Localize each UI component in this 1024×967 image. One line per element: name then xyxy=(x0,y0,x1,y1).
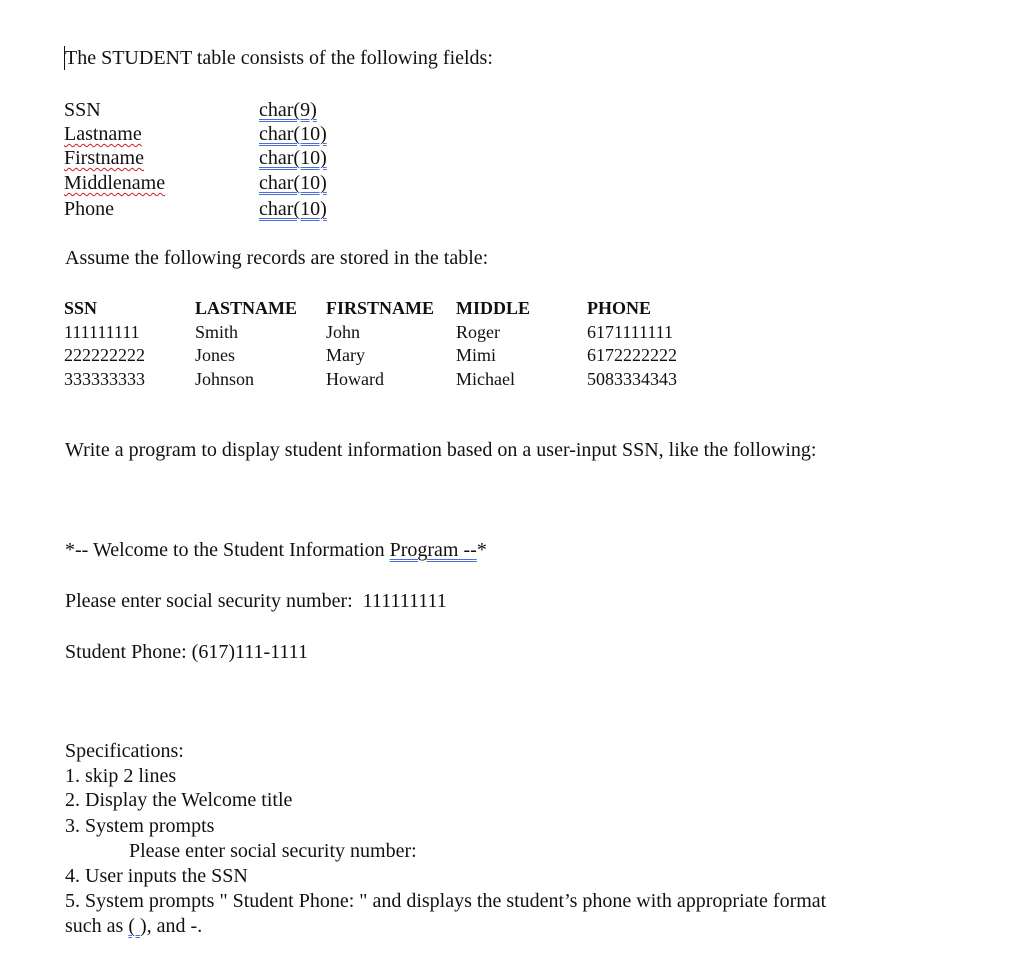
table-header: MIDDLE xyxy=(456,298,531,318)
sample-welcome xyxy=(65,538,487,563)
table-cell: Jones xyxy=(195,345,235,365)
field-name: Lastname xyxy=(64,123,142,145)
table-header-row xyxy=(64,298,704,322)
table-cell: 5083334343 xyxy=(587,368,677,389)
table-row xyxy=(64,322,704,346)
spec-item: 3. System prompts xyxy=(65,815,215,837)
records-intro: Assume the following records are stored in the table: xyxy=(65,247,489,269)
table-cell: Mary xyxy=(326,345,365,365)
table-header: PHONE xyxy=(587,298,652,318)
table-cell: Michael xyxy=(456,368,515,389)
field-name: Phone xyxy=(64,198,114,220)
spec-item: 4. User inputs the SSN xyxy=(65,865,248,887)
task-text: Write a program to display student information based on a user-input SSN, like the following: xyxy=(65,439,817,461)
sample-output: Student Phone: (617)111-1111 xyxy=(65,641,308,663)
welcome-prefix: *-- Welcome to the Student Information xyxy=(65,539,390,561)
table-cell: 111111111 xyxy=(64,321,140,342)
field-row xyxy=(64,98,464,123)
records-table xyxy=(64,298,704,392)
welcome-underlined: Program -- xyxy=(389,539,477,561)
field-row xyxy=(64,122,464,147)
field-type: char(10) xyxy=(259,172,327,194)
intro-text: The STUDENT table consists of the following fields: xyxy=(65,47,493,69)
table-cell: 6172222222 xyxy=(587,345,677,365)
welcome-suffix: * xyxy=(476,539,487,561)
field-name: SSN xyxy=(64,99,101,121)
table-cell: John xyxy=(326,321,361,342)
field-type: char(9) xyxy=(259,99,317,121)
field-type: char(10) xyxy=(259,198,327,220)
table-cell: 222222222 xyxy=(64,345,145,365)
table-cell: 6171111111 xyxy=(587,321,673,342)
spec-last-line xyxy=(65,914,202,939)
field-name: Middlename xyxy=(64,172,166,194)
table-row xyxy=(64,369,704,393)
table-cell: 333333333 xyxy=(64,368,145,389)
field-type: char(10) xyxy=(259,123,327,145)
spec-last-paren: ( xyxy=(128,915,140,937)
field-type: char(10) xyxy=(259,147,327,169)
spec-item: 2. Display the Welcome title xyxy=(65,789,293,811)
spec-item: 1. skip 2 lines xyxy=(65,765,177,787)
table-cell: Howard xyxy=(326,368,384,389)
spec-item: 5. System prompts " Student Phone: " and displays the student’s phone with appropriate format xyxy=(65,890,827,912)
table-header: FIRSTNAME xyxy=(326,298,435,318)
table-header: SSN xyxy=(64,298,98,318)
field-name: Firstname xyxy=(64,147,144,169)
table-cell: Johnson xyxy=(195,368,255,389)
table-cell: Roger xyxy=(456,321,500,342)
field-row xyxy=(64,197,464,222)
spec-last-suffix: ), and -. xyxy=(140,915,203,937)
table-header: LASTNAME xyxy=(195,298,298,318)
table-cell: Smith xyxy=(195,321,239,342)
sample-prompt: Please enter social security number: 111111111 xyxy=(65,590,447,612)
spec-last-prefix: such as xyxy=(65,915,129,937)
table-cell: Mimi xyxy=(456,345,497,365)
spec-item-indented: Please enter social security number: xyxy=(129,840,417,862)
field-row xyxy=(64,146,464,171)
field-row xyxy=(64,171,464,196)
specs-title: Specifications: xyxy=(65,740,184,762)
table-row xyxy=(64,345,704,369)
